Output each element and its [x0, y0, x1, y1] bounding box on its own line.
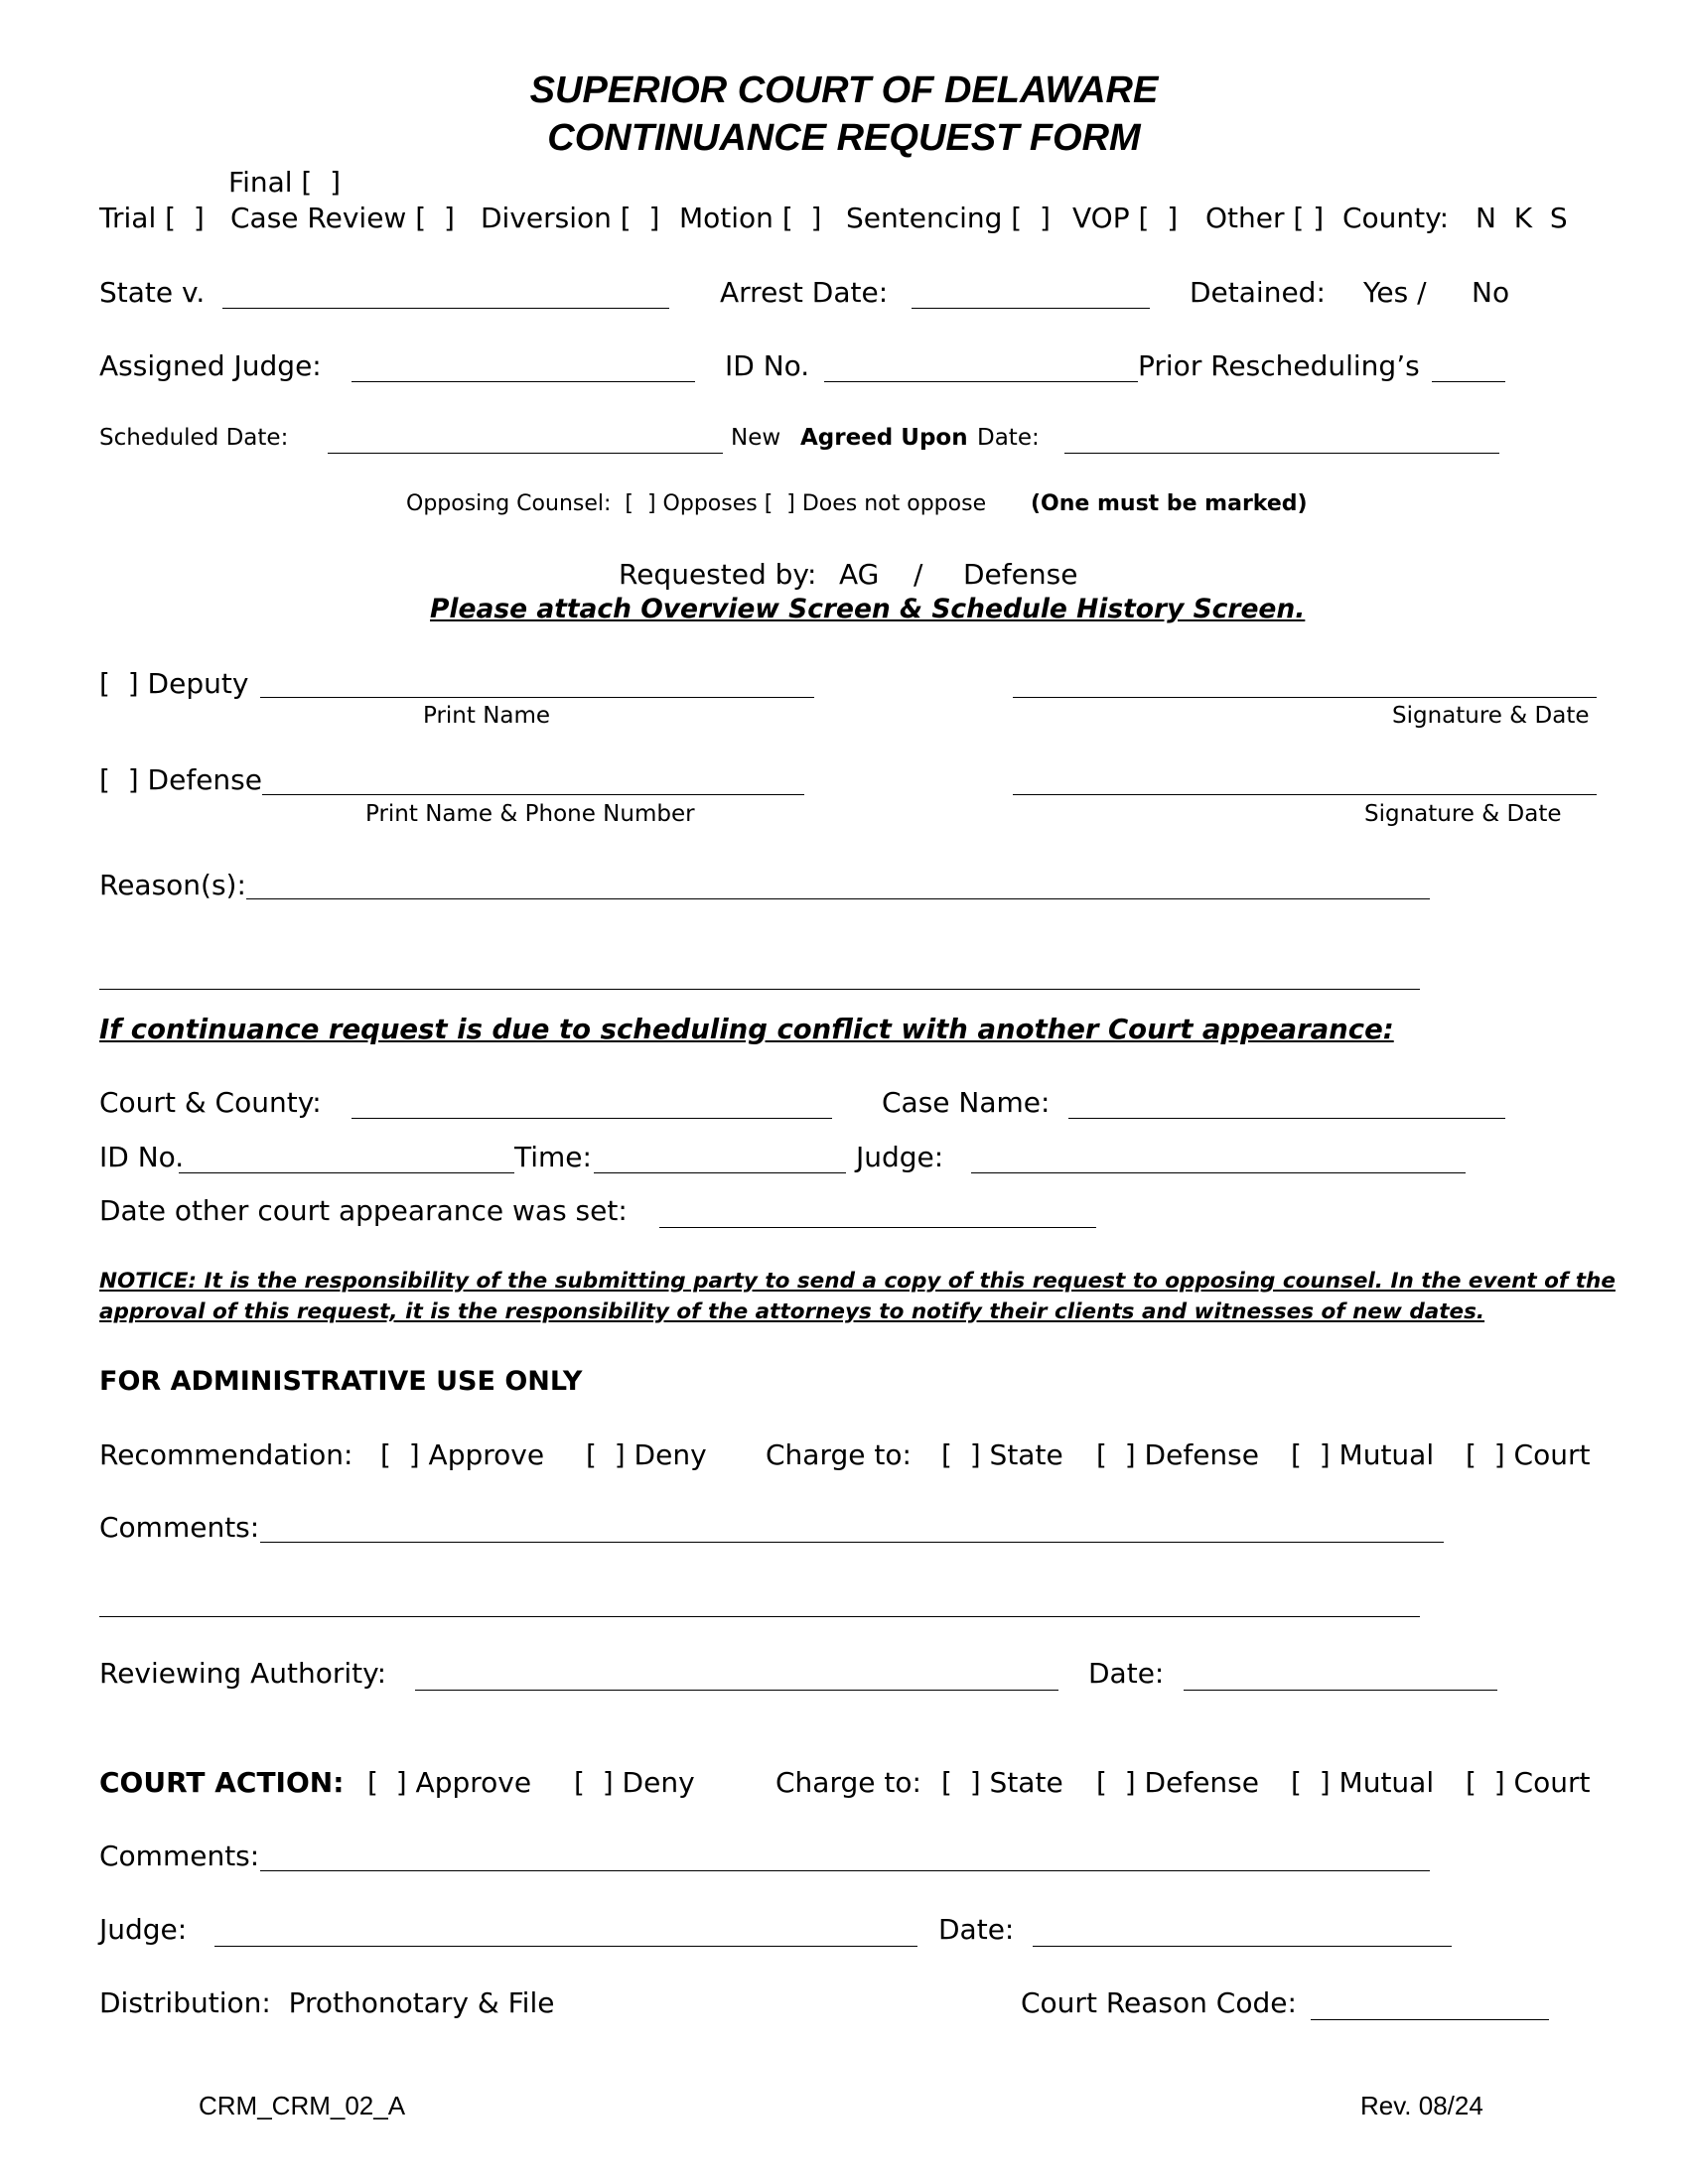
requested-by-label: Requested by:: [619, 558, 817, 591]
admin-approve-checkbox[interactable]: [ ] Approve: [380, 1438, 545, 1471]
defense-name-field[interactable]: [262, 794, 804, 795]
conflict-judge-field[interactable]: [971, 1172, 1466, 1173]
prior-rescheduling-label: Prior Rescheduling’s: [1138, 349, 1420, 382]
admin-date-label: Date:: [1088, 1657, 1165, 1690]
vop-checkbox[interactable]: VOP [ ]: [1072, 202, 1179, 234]
court-approve-checkbox[interactable]: [ ] Approve: [367, 1766, 532, 1799]
admin-comments-label: Comments:: [99, 1511, 260, 1544]
print-name-caption: Print Name: [423, 703, 551, 729]
opposing-counsel-options[interactable]: Opposing Counsel: [ ] Opposes [ ] Does not oppose: [406, 491, 987, 516]
court-comments-label: Comments:: [99, 1840, 260, 1872]
admin-state-checkbox[interactable]: [ ] State: [941, 1438, 1063, 1471]
conflict-judge-label: Judge:: [856, 1141, 944, 1173]
scheduled-date-label: Scheduled Date:: [99, 425, 289, 451]
requested-by-slash: /: [914, 558, 923, 591]
trial-checkbox[interactable]: Trial [ ]: [99, 202, 205, 234]
assigned-judge-field[interactable]: [352, 381, 695, 382]
form-title: SUPERIOR COURT OF DELAWARE: [529, 69, 1159, 111]
conflict-id-no-label: ID No.: [99, 1141, 185, 1173]
admin-deny-checkbox[interactable]: [ ] Deny: [586, 1438, 707, 1471]
detained-no[interactable]: No: [1472, 276, 1510, 309]
admin-date-field[interactable]: [1184, 1690, 1497, 1691]
court-court-checkbox[interactable]: [ ] Court: [1466, 1766, 1591, 1799]
court-county-field[interactable]: [352, 1118, 832, 1119]
scheduled-date-field[interactable]: [328, 453, 723, 454]
sentencing-checkbox[interactable]: Sentencing [ ]: [846, 202, 1051, 234]
court-date-field[interactable]: [1033, 1946, 1452, 1947]
court-county-label: Court & County:: [99, 1086, 322, 1119]
attach-instruction: Please attach Overview Screen & Schedule History Screen.: [430, 594, 1306, 624]
court-reason-code-field[interactable]: [1311, 2019, 1549, 2020]
date-set-field[interactable]: [659, 1227, 1096, 1228]
time-label: Time:: [514, 1141, 592, 1173]
court-action-heading: COURT ACTION:: [99, 1766, 345, 1799]
defense-checkbox[interactable]: [ ] Defense: [99, 763, 262, 796]
reasons-field-2[interactable]: [99, 989, 1420, 990]
motion-checkbox[interactable]: Motion [ ]: [679, 202, 822, 234]
final-checkbox[interactable]: Final [ ]: [228, 166, 342, 199]
prior-rescheduling-field[interactable]: [1432, 381, 1505, 382]
arrest-date-label: Arrest Date:: [720, 276, 889, 309]
distribution-label: Distribution: Prothonotary & File: [99, 1986, 555, 2019]
admin-defense-checkbox[interactable]: [ ] Defense: [1096, 1438, 1259, 1471]
notice-line-2: approval of this request, it is the responsibility of the attorneys to notify their clients and witnesses of new dates.: [99, 1299, 1485, 1324]
conflict-heading: If continuance request is due to scheduling conflict with another Court appearance:: [99, 1014, 1394, 1045]
county-label: County:: [1342, 202, 1450, 234]
court-state-checkbox[interactable]: [ ] State: [941, 1766, 1063, 1799]
reviewing-authority-field[interactable]: [415, 1690, 1058, 1691]
court-reason-code-label: Court Reason Code:: [1021, 1986, 1297, 2019]
reasons-field-1[interactable]: [246, 898, 1430, 899]
assigned-judge-label: Assigned Judge:: [99, 349, 322, 382]
revision: Rev. 08/24: [1360, 2091, 1483, 2120]
deputy-checkbox[interactable]: [ ] Deputy: [99, 667, 249, 700]
requested-by-defense[interactable]: Defense: [963, 558, 1078, 591]
signature-date-caption-1: Signature & Date: [1392, 703, 1590, 729]
court-mutual-checkbox[interactable]: [ ] Mutual: [1291, 1766, 1435, 1799]
requested-by-ag[interactable]: AG: [839, 558, 880, 591]
id-no-field[interactable]: [824, 381, 1138, 382]
new-date-field[interactable]: [1064, 453, 1499, 454]
arrest-date-field[interactable]: [912, 308, 1150, 309]
court-date-label: Date:: [938, 1913, 1015, 1946]
form-id: CRM_CRM_02_A: [199, 2091, 406, 2120]
deputy-name-field[interactable]: [260, 697, 814, 698]
admin-charge-to-label: Charge to:: [766, 1438, 912, 1471]
county-options[interactable]: N K S: [1476, 202, 1568, 234]
signature-date-caption-2: Signature & Date: [1364, 801, 1562, 827]
conflict-id-no-field[interactable]: [179, 1172, 514, 1173]
form-subtitle: CONTINUANCE REQUEST FORM: [547, 117, 1141, 159]
court-comments-field[interactable]: [260, 1870, 1430, 1871]
case-name-field[interactable]: [1068, 1118, 1505, 1119]
detained-yes[interactable]: Yes /: [1363, 276, 1427, 309]
court-defense-checkbox[interactable]: [ ] Defense: [1096, 1766, 1259, 1799]
deputy-signature-field[interactable]: [1013, 697, 1597, 698]
court-deny-checkbox[interactable]: [ ] Deny: [574, 1766, 695, 1799]
admin-heading: FOR ADMINISTRATIVE USE ONLY: [99, 1366, 583, 1397]
new-label: New: [731, 425, 781, 451]
state-v-field[interactable]: [222, 308, 669, 309]
diversion-checkbox[interactable]: Diversion [ ]: [481, 202, 660, 234]
time-field[interactable]: [594, 1172, 846, 1173]
agreed-upon-label: Agreed Upon: [800, 425, 968, 451]
court-charge-to-label: Charge to:: [775, 1766, 921, 1799]
admin-court-checkbox[interactable]: [ ] Court: [1466, 1438, 1591, 1471]
print-name-phone-caption: Print Name & Phone Number: [365, 801, 695, 827]
recommendation-label: Recommendation:: [99, 1438, 353, 1471]
id-no-label: ID No.: [725, 349, 810, 382]
defense-signature-field[interactable]: [1013, 794, 1597, 795]
court-judge-field[interactable]: [214, 1946, 917, 1947]
detained-label: Detained:: [1190, 276, 1326, 309]
reviewing-authority-label: Reviewing Authority:: [99, 1657, 387, 1690]
state-v-label: State v.: [99, 276, 206, 309]
new-date-label: Date:: [977, 425, 1040, 451]
notice-line-1: NOTICE: It is the responsibility of the submitting party to send a copy of this request to opposing counsel. In the event of the: [99, 1269, 1616, 1294]
court-judge-label: Judge:: [99, 1913, 188, 1946]
admin-mutual-checkbox[interactable]: [ ] Mutual: [1291, 1438, 1435, 1471]
case-name-label: Case Name:: [882, 1086, 1051, 1119]
date-set-label: Date other court appearance was set:: [99, 1194, 628, 1227]
admin-comments-field-1[interactable]: [260, 1542, 1444, 1543]
reasons-label: Reason(s):: [99, 869, 246, 901]
admin-comments-field-2[interactable]: [99, 1616, 1420, 1617]
one-must-be-marked: (One must be marked): [1031, 491, 1308, 516]
case-review-checkbox[interactable]: Case Review [ ]: [230, 202, 455, 234]
other-checkbox[interactable]: Other [ ]: [1205, 202, 1325, 234]
